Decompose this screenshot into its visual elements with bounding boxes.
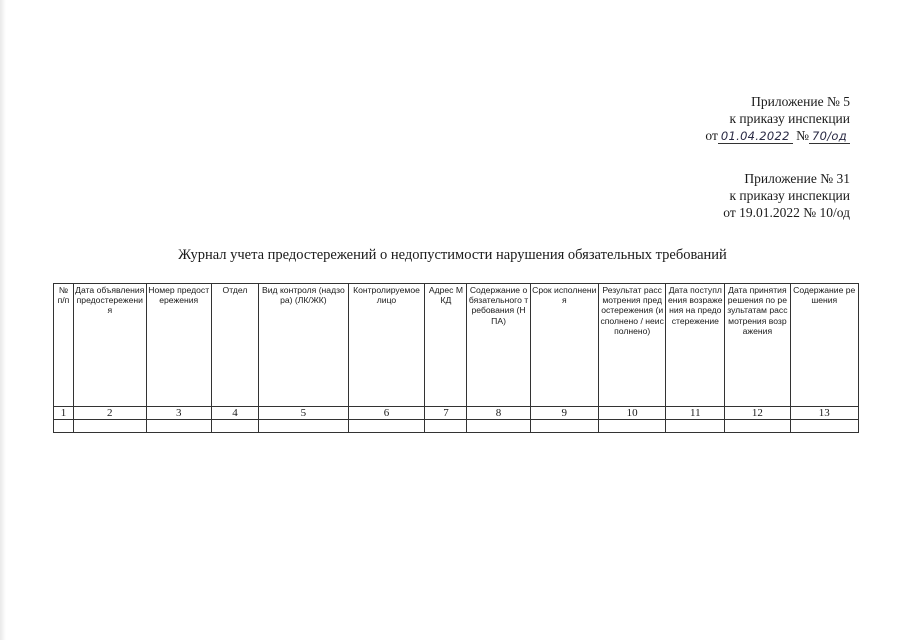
appendix-order-ref: к приказу инспекции [729, 111, 850, 126]
empty-cell [666, 420, 725, 433]
column-number-cell: 4 [211, 407, 258, 420]
column-number-cell: 9 [530, 407, 598, 420]
header-cell-control-type: Вид контроля (надзора) (ЛК/ЖК) [259, 284, 348, 407]
handwritten-date: 01.04.2022 [720, 129, 790, 143]
appendix-block-new [705, 93, 850, 144]
empty-cell [725, 420, 790, 433]
column-number-cell: 5 [259, 407, 348, 420]
header-cell-address: Адрес МКД [425, 284, 467, 407]
empty-cell [348, 420, 425, 433]
empty-cell [467, 420, 530, 433]
column-number-cell: 3 [146, 407, 211, 420]
header-cell-warning-number: Номер предостережения [146, 284, 211, 407]
column-number-row [54, 407, 859, 420]
appendix-order-ref: к приказу инспекции [729, 188, 850, 203]
number-sign: № [796, 128, 809, 143]
empty-cell [259, 420, 348, 433]
column-number-cell: 11 [666, 407, 725, 420]
scan-edge [0, 0, 6, 640]
header-cell-requirement: Содержание обязательного требования (НПА) [467, 284, 530, 407]
from-prefix: от [705, 128, 718, 143]
empty-cell [54, 420, 74, 433]
appendix-date-line: от 19.01.2022 № 10/од [723, 205, 850, 220]
journal-title: Журнал учета предостережений о недопустимости нарушения обязательных требований [178, 247, 727, 263]
journal-table [53, 283, 859, 433]
appendix-date-line [705, 127, 850, 144]
appendix-title: Приложение № 5 [751, 94, 850, 109]
column-number-cell: 8 [467, 407, 530, 420]
column-number-cell: 7 [425, 407, 467, 420]
header-row [54, 284, 859, 407]
column-number-cell: 10 [599, 407, 666, 420]
appendix-title: Приложение № 31 [744, 171, 850, 186]
handwritten-number-field [809, 129, 850, 144]
column-number-cell: 2 [73, 407, 146, 420]
empty-cell [425, 420, 467, 433]
empty-cell [790, 420, 859, 433]
header-cell-controlled-person: Контролируемое лицо [348, 284, 425, 407]
header-cell-result: Результат рассмотрения предостережения (исполнено / неисполнено) [599, 284, 666, 407]
handwritten-number: 70/од [812, 129, 847, 143]
header-cell-row-number: № п/п [54, 284, 74, 407]
empty-cell [146, 420, 211, 433]
empty-cell [599, 420, 666, 433]
column-number-cell: 1 [54, 407, 74, 420]
header-cell-announce-date: Дата объявления предостережения [73, 284, 146, 407]
empty-cell [73, 420, 146, 433]
header-cell-deadline: Срок исполнения [530, 284, 598, 407]
empty-data-row [54, 420, 859, 433]
header-cell-department: Отдел [211, 284, 258, 407]
header-cell-decision-date: Дата принятия решения по результатам рассмотрения возражения [725, 284, 790, 407]
appendix-block-old [723, 170, 850, 221]
column-number-cell: 6 [348, 407, 425, 420]
empty-cell [530, 420, 598, 433]
column-number-cell: 12 [725, 407, 790, 420]
handwritten-date-field [718, 129, 793, 144]
header-cell-decision-content: Содержание решения [790, 284, 859, 407]
header-cell-objection-date: Дата поступления возражения на предостережение [666, 284, 725, 407]
empty-cell [211, 420, 258, 433]
column-number-cell: 13 [790, 407, 859, 420]
